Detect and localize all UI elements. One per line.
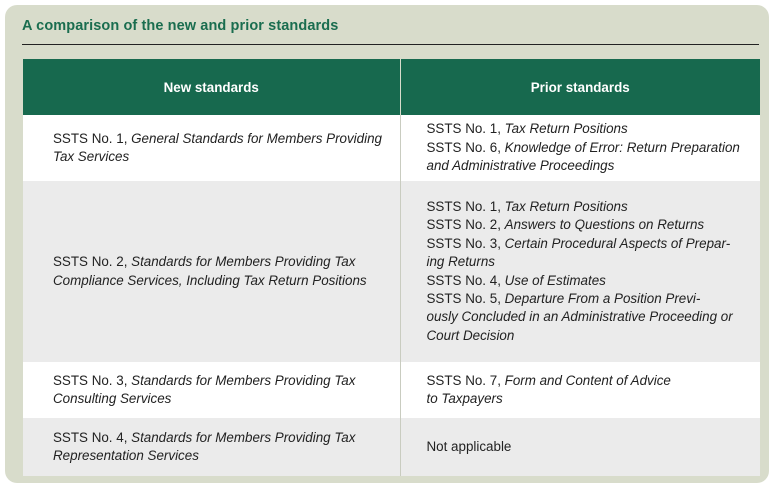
cell-line <box>53 130 392 148</box>
standard-title: General Standards for Members Providing <box>131 130 382 146</box>
table-row <box>23 181 760 362</box>
cell-line <box>427 139 755 157</box>
cell-line <box>427 290 755 308</box>
standard-title: Form and Content of Advice <box>504 372 671 388</box>
new-standard-cell <box>23 115 400 181</box>
header-new-standards: New standards <box>23 59 400 115</box>
prior-standard-cell <box>400 181 760 362</box>
standard-title: Knowledge of Error: Return Preparation <box>504 139 740 155</box>
cell-line <box>53 447 392 465</box>
standard-title: Certain Procedural Aspects of Prepar- <box>504 235 731 251</box>
standard-title: Departure From a Position Previ- <box>504 290 701 306</box>
table-row <box>23 115 760 181</box>
table-header-row <box>23 59 760 115</box>
standard-number: SSTS No. 2, <box>426 217 505 233</box>
cell-line <box>427 308 755 326</box>
cell-line <box>427 438 755 456</box>
standard-number: SSTS No. 1, <box>426 198 505 214</box>
standard-number: SSTS No. 2, <box>53 254 132 270</box>
prior-standard-cell <box>400 418 760 476</box>
standard-title: Compliance Services, Including Tax Return Positions <box>53 272 367 288</box>
cell-line <box>427 120 755 138</box>
standard-number: SSTS No. 5, <box>426 290 505 306</box>
standard-number: SSTS No. 7, <box>426 372 505 388</box>
cell-line <box>427 216 755 234</box>
header-prior-standards: Prior standards <box>400 59 760 115</box>
standard-title: ing Returns <box>426 254 495 270</box>
cell-line <box>427 272 755 290</box>
cell-line <box>427 390 755 408</box>
new-standard-cell <box>23 362 400 418</box>
standard-number: SSTS No. 6, <box>426 139 505 155</box>
standard-number: SSTS No. 3, <box>426 235 505 251</box>
standard-title: and Administrative Proceedings <box>426 158 615 174</box>
standard-title: Consulting Services <box>53 391 172 406</box>
cell-line <box>53 253 392 271</box>
panel-title: A comparison of the new and prior standards <box>22 18 339 34</box>
standard-title: Tax Return Positions <box>504 198 628 214</box>
standard-number: SSTS No. 4, <box>426 272 505 288</box>
cell-line <box>53 148 392 166</box>
prior-standard-cell <box>400 115 760 181</box>
standard-number: SSTS No. 1, <box>53 130 132 146</box>
table-row <box>23 418 760 476</box>
cell-line <box>427 372 755 390</box>
cell-line <box>53 372 392 390</box>
standard-title: ously Concluded in an Administrative Proceeding or <box>426 309 733 325</box>
standard-title: Use of Estimates <box>504 272 606 288</box>
comparison-panel <box>5 5 769 483</box>
standard-title: to Taxpayers <box>426 391 503 406</box>
cell-line <box>427 253 755 271</box>
standard-title: Court Decision <box>426 327 515 343</box>
standard-title: Representation Services <box>53 448 199 463</box>
title-divider <box>22 44 759 45</box>
standard-title: Answers to Questions on Returns <box>504 217 705 233</box>
cell-line <box>53 272 392 290</box>
cell-line <box>427 327 755 345</box>
standard-title: Tax Return Positions <box>504 121 628 137</box>
cell-line <box>53 429 392 447</box>
standard-number: SSTS No. 4, <box>53 429 132 445</box>
table-row <box>23 362 760 418</box>
comparison-table <box>23 59 760 476</box>
standard-number: SSTS No. 3, <box>53 372 132 388</box>
prior-standard-cell <box>400 362 760 418</box>
cell-line <box>53 390 392 408</box>
standard-title: Standards for Members Providing Tax <box>131 254 356 270</box>
standard-number: SSTS No. 1, <box>426 121 505 137</box>
cell-line <box>427 235 755 253</box>
new-standard-cell <box>23 181 400 362</box>
standard-title: Standards for Members Providing Tax <box>131 429 356 445</box>
standard-title: Standards for Members Providing Tax <box>131 372 356 388</box>
cell-line <box>427 157 755 175</box>
standard-title: Tax Services <box>53 149 130 164</box>
standard-number: Not applicable <box>426 438 512 454</box>
new-standard-cell <box>23 418 400 476</box>
cell-line <box>427 198 755 216</box>
